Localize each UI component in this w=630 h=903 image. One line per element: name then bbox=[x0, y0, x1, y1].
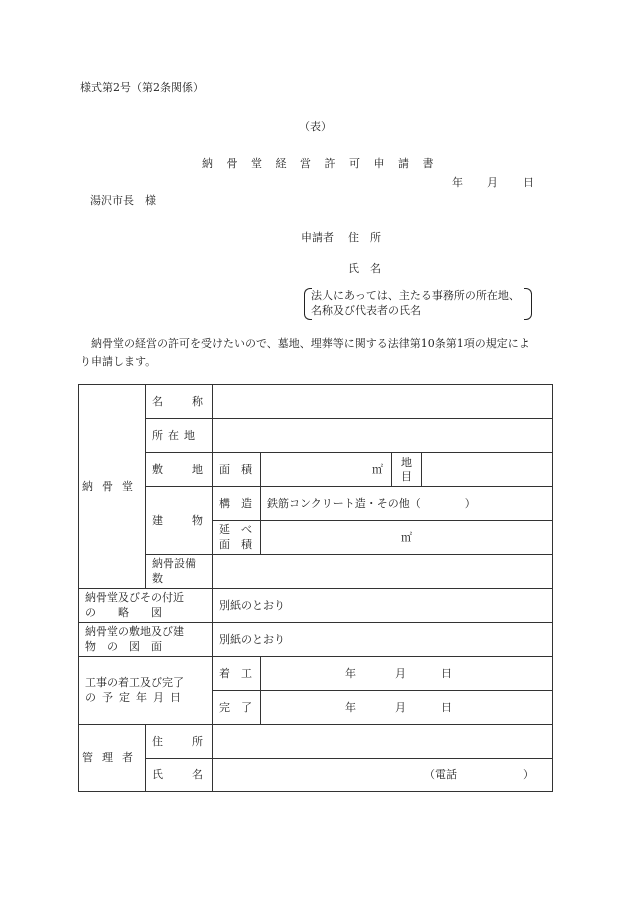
name-field[interactable] bbox=[213, 385, 553, 419]
applicant-name-label: 氏 名 bbox=[348, 262, 381, 275]
sqm-unit: ㎡ bbox=[372, 462, 383, 476]
side-label: （表） bbox=[299, 120, 332, 133]
vicinity-label bbox=[79, 589, 213, 623]
facility-line2: 数 bbox=[152, 571, 163, 585]
manager-name-label: 氏 名 bbox=[146, 759, 213, 792]
start-month: 月 bbox=[395, 667, 406, 680]
site-plan-line1: 納骨堂の敷地及び建 bbox=[85, 624, 184, 638]
location-field[interactable] bbox=[213, 419, 553, 453]
form-title: 納骨堂経営許可申請書 bbox=[202, 157, 447, 170]
land-category-field[interactable] bbox=[422, 453, 553, 487]
form-number: 様式第2号（第2条関係） bbox=[80, 81, 204, 94]
start-day: 日 bbox=[441, 667, 452, 680]
note-bracket-right bbox=[524, 288, 532, 320]
row-structure bbox=[79, 487, 553, 521]
area-label: 面 積 bbox=[213, 453, 261, 487]
floor-area-field[interactable] bbox=[261, 521, 553, 555]
row-location bbox=[79, 419, 553, 453]
start-date-field[interactable] bbox=[261, 657, 553, 691]
site-area-field[interactable] bbox=[261, 453, 392, 487]
body-text-line2: り申請します。 bbox=[80, 355, 157, 368]
facility-line1: 納骨設備 bbox=[152, 556, 196, 570]
phone-label: （電話 ） bbox=[424, 768, 534, 782]
date-year: 年 bbox=[452, 176, 463, 189]
application-table bbox=[78, 384, 553, 792]
schedule-label bbox=[79, 657, 213, 725]
row-manager-address bbox=[79, 725, 553, 759]
floor-area-line2: 面 積 bbox=[219, 537, 252, 551]
row-vicinity bbox=[79, 589, 553, 623]
row-start bbox=[79, 657, 553, 691]
complete-label: 完 了 bbox=[213, 691, 261, 725]
row-site bbox=[79, 453, 553, 487]
vicinity-line2: の 略 図 bbox=[85, 605, 162, 619]
manager-header: 管理者 bbox=[79, 725, 146, 792]
schedule-line2: の予定年月日 bbox=[85, 690, 187, 704]
structure-label: 構 造 bbox=[213, 487, 261, 521]
name-label: 名 称 bbox=[146, 385, 213, 419]
complete-year: 年 bbox=[345, 701, 356, 714]
location-label: 所在地 bbox=[146, 419, 213, 453]
floor-sqm-unit: ㎡ bbox=[401, 530, 412, 544]
start-label: 着 工 bbox=[213, 657, 261, 691]
start-year: 年 bbox=[345, 667, 356, 680]
complete-day: 日 bbox=[441, 701, 452, 714]
site-plan-label bbox=[79, 623, 213, 657]
schedule-line1: 工事の着工及び完了 bbox=[85, 675, 184, 689]
body-text-line1: 納骨堂の経営の許可を受けたいので、墓地、埋葬等に関する法律第10条第1項の規定によ bbox=[80, 337, 530, 350]
row-manager-name bbox=[79, 759, 553, 792]
date-month: 月 bbox=[487, 176, 498, 189]
floor-area-label bbox=[213, 521, 261, 555]
vicinity-value[interactable]: 別紙のとおり bbox=[213, 589, 553, 623]
addressee: 湯沢市長 様 bbox=[90, 194, 156, 207]
facility-label bbox=[146, 555, 213, 589]
applicant-note-line1: 法人にあっては、主たる事務所の所在地、 bbox=[311, 289, 520, 302]
applicant-address-label: 住 所 bbox=[348, 231, 381, 244]
manager-address-label: 住 所 bbox=[146, 725, 213, 759]
row-site-plan bbox=[79, 623, 553, 657]
applicant-label: 申請者 bbox=[301, 231, 334, 244]
complete-date-field[interactable] bbox=[261, 691, 553, 725]
land-category-label: 地 目 bbox=[392, 453, 422, 487]
nokotsudo-header: 納骨堂 bbox=[79, 385, 146, 589]
manager-address-field[interactable] bbox=[213, 725, 553, 759]
building-label: 建 物 bbox=[146, 487, 213, 555]
row-name bbox=[79, 385, 553, 419]
structure-value[interactable]: 鉄筋コンクリート造・その他（ ） bbox=[261, 487, 553, 521]
site-plan-line2: 物 の 図 面 bbox=[85, 639, 162, 653]
applicant-note-line2: 名称及び代表者の氏名 bbox=[311, 304, 421, 317]
row-facility bbox=[79, 555, 553, 589]
facility-field[interactable] bbox=[213, 555, 553, 589]
complete-month: 月 bbox=[395, 701, 406, 714]
floor-area-line1: 延 べ bbox=[219, 522, 252, 536]
site-label: 敷 地 bbox=[146, 453, 213, 487]
site-plan-value[interactable]: 別紙のとおり bbox=[213, 623, 553, 657]
date-day: 日 bbox=[523, 176, 534, 189]
manager-name-field[interactable] bbox=[213, 759, 553, 792]
vicinity-line1: 納骨堂及びその付近 bbox=[85, 590, 184, 604]
